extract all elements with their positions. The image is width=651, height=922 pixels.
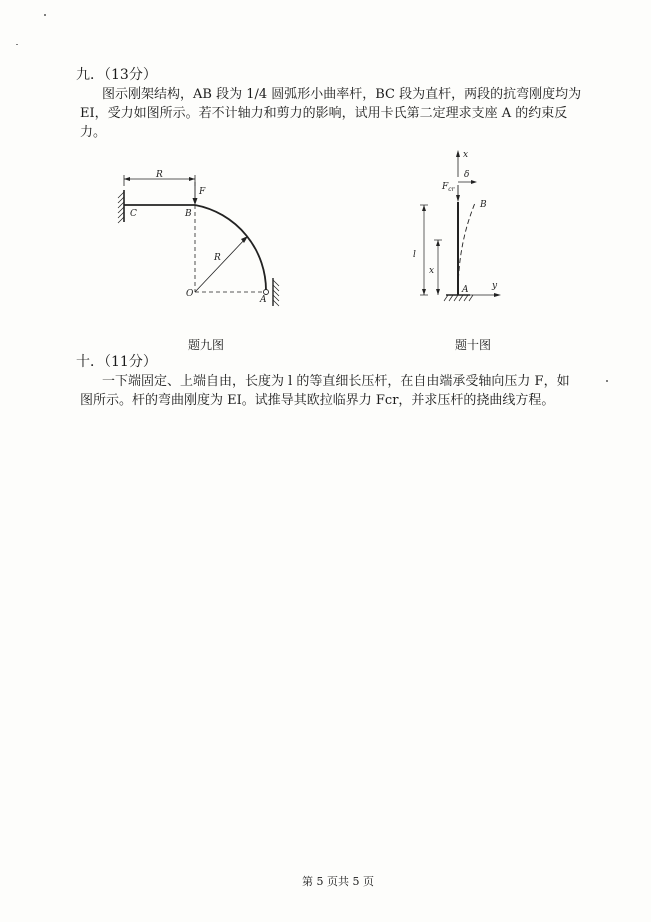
scan-speck [16,44,18,45]
wall-hatch-c [118,192,124,223]
label-fcr: $F_{cr}$ [442,182,455,193]
label-x-axis: x [463,150,469,160]
wall-hatch-a [273,280,279,306]
label-f: F [199,187,206,197]
figure-10-caption: 题十图 [455,338,492,352]
q9-line-1: 图示刚架结构，AB 段为 1/4 圆弧形小曲率杆，BC 段为直杆，两段的抗弯刚度均为 [102,87,582,102]
label-a: A [260,295,267,305]
q10-line-2: 图所示。杆的弯曲刚度为 EI。试推导其欧拉临界力 Fcr，并求压杆的挠曲线方程。 [80,393,555,408]
label-r-top: R [156,170,163,180]
label-c: C [130,209,137,219]
label-l: l [413,250,416,260]
q9-heading: 九．（13分） [76,67,157,83]
deflection-curve [458,203,475,295]
arc-ab [195,205,266,292]
label-b: B [185,209,192,219]
label-x-dim: x [429,266,435,276]
q10-heading: 十．（11分） [76,354,157,370]
figure-9-diagram [110,160,300,320]
label-r-diag: R [214,253,221,263]
page-footer: 第 5 页共 5 页 [302,875,374,888]
label-b: B [480,200,487,210]
label-delta: δ [464,170,470,180]
figure-10-diagram [400,145,520,315]
label-o: O [186,289,194,299]
label-a: A [462,285,469,295]
radius-arrow [195,238,246,292]
label-y-axis: y [492,281,498,291]
figure-9-caption: 题九图 [188,338,225,352]
scan-speck [606,380,608,382]
q9-line-2: EI，受力如图所示。若不计轴力和剪力的影响，试用卡氏第二定理求支座 A 的约束反 [80,106,568,121]
q10-line-1: 一下端固定、上端自由，长度为 l 的等直细长压杆，在自由端承受轴向压力 F，如 [102,374,570,389]
q9-line-3: 力。 [80,125,107,140]
ground-hatch [444,295,473,301]
scan-speck [44,14,46,16]
